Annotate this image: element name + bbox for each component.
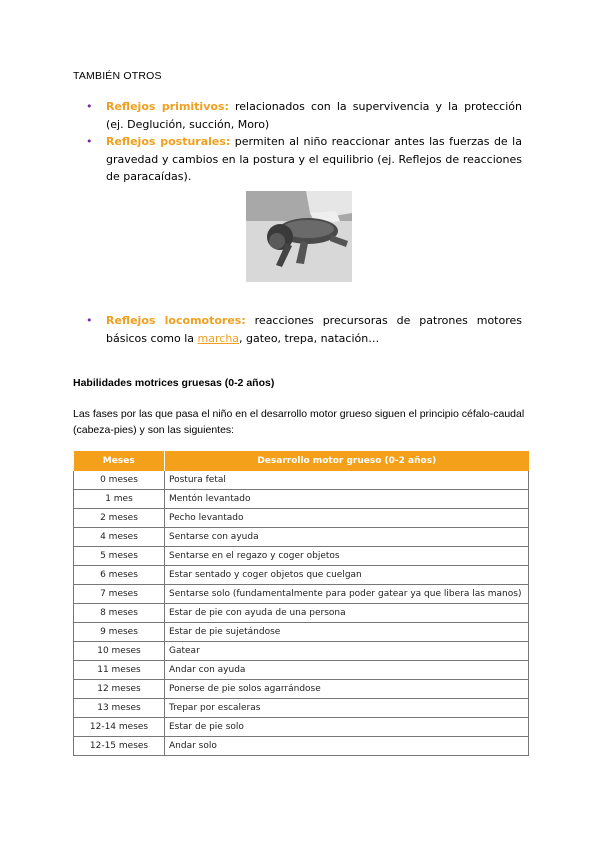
months-cell: 10 meses xyxy=(74,642,165,661)
term-description: permiten al niño reaccionar antes las fuerzas de la gravedad y cambios en la postura y el equilibrio (ej. Reflejos de reacciones de paracaídas). xyxy=(106,135,522,183)
milestone-cell: Sentarse en el regazo y coger objetos xyxy=(165,547,529,566)
column-header-development: Desarrollo motor grueso (0-2 años) xyxy=(165,451,529,471)
table-row xyxy=(74,471,529,490)
months-cell: 11 meses xyxy=(74,661,165,680)
months-cell: 5 meses xyxy=(74,547,165,566)
months-cell: 12 meses xyxy=(74,680,165,699)
milestone-cell: Sentarse solo (fundamentalmente para poder gatear ya que libera las manos) xyxy=(165,585,529,604)
table-row xyxy=(74,623,529,642)
milestone-cell: Trepar por escaleras xyxy=(165,699,529,718)
column-header-months: Meses xyxy=(74,451,165,471)
table-header-row xyxy=(74,451,529,471)
table-row xyxy=(74,509,529,528)
term-postural: Reflejos posturales: xyxy=(106,135,231,148)
milestone-cell: Sentarse con ayuda xyxy=(165,528,529,547)
marcha-link[interactable]: marcha xyxy=(197,331,240,345)
table-row xyxy=(74,528,529,547)
milestone-cell: Gatear xyxy=(165,642,529,661)
bullet-icon: • xyxy=(86,100,93,113)
milestone-cell: Andar solo xyxy=(165,737,529,756)
table-row xyxy=(74,490,529,509)
section-title: TAMBIÉN OTROS xyxy=(73,70,162,82)
reflex-list xyxy=(86,98,522,186)
milestone-cell: Andar con ayuda xyxy=(165,661,529,680)
months-cell: 0 meses xyxy=(74,471,165,490)
table-row xyxy=(74,604,529,623)
milestone-cell: Estar sentado y coger objetos que cuelgan xyxy=(165,566,529,585)
intro-paragraph: Las fases por las que pasa el niño en el desarrollo motor grueso siguen el principio céfalo-caudal (cabeza-pies) y son las siguientes: xyxy=(73,408,525,436)
bullet-icon: • xyxy=(86,135,93,148)
list-item xyxy=(86,133,522,186)
term-primitive: Reflejos primitivos: xyxy=(106,100,229,113)
table-row xyxy=(74,661,529,680)
table-row xyxy=(74,680,529,699)
term-description: relacionados con la supervivencia y la protección (ej. Deglución, succión, Moro) xyxy=(106,100,522,131)
months-cell: 12-15 meses xyxy=(74,737,165,756)
months-cell: 13 meses xyxy=(74,699,165,718)
milestone-cell: Mentón levantado xyxy=(165,490,529,509)
milestone-cell: Estar de pie sujetándose xyxy=(165,623,529,642)
list-item xyxy=(86,98,522,133)
months-cell: 6 meses xyxy=(74,566,165,585)
term-description-end: , gateo, trepa, natación… xyxy=(239,331,380,345)
milestone-cell: Estar de pie con ayuda de una persona xyxy=(165,604,529,623)
term-locomotor: Reflejos locomotores: xyxy=(106,314,246,327)
milestone-cell: Pecho levantado xyxy=(165,509,529,528)
baby-photo xyxy=(246,191,352,282)
months-cell: 4 meses xyxy=(74,528,165,547)
months-cell: 2 meses xyxy=(74,509,165,528)
list-item xyxy=(86,312,522,347)
table-row xyxy=(74,642,529,661)
milestone-cell: Ponerse de pie solos agarrándose xyxy=(165,680,529,699)
months-cell: 7 meses xyxy=(74,585,165,604)
milestone-cell: Postura fetal xyxy=(165,471,529,490)
baby-illustration xyxy=(246,191,352,282)
table-row xyxy=(74,718,529,737)
table-row xyxy=(74,585,529,604)
table-row xyxy=(74,566,529,585)
months-cell: 1 mes xyxy=(74,490,165,509)
bullet-icon: • xyxy=(86,314,93,327)
table-row xyxy=(74,699,529,718)
motor-development-table xyxy=(73,451,529,756)
milestone-cell: Estar de pie solo xyxy=(165,718,529,737)
reflex-list-locomotor xyxy=(86,312,522,347)
table-row xyxy=(74,737,529,756)
months-cell: 9 meses xyxy=(74,623,165,642)
term-description: reacciones precursoras de patrones motores básicos como la xyxy=(106,314,522,345)
motor-skills-heading: Habilidades motrices gruesas (0-2 años) xyxy=(73,377,275,389)
months-cell: 8 meses xyxy=(74,604,165,623)
table-row xyxy=(74,547,529,566)
months-cell: 12-14 meses xyxy=(74,718,165,737)
